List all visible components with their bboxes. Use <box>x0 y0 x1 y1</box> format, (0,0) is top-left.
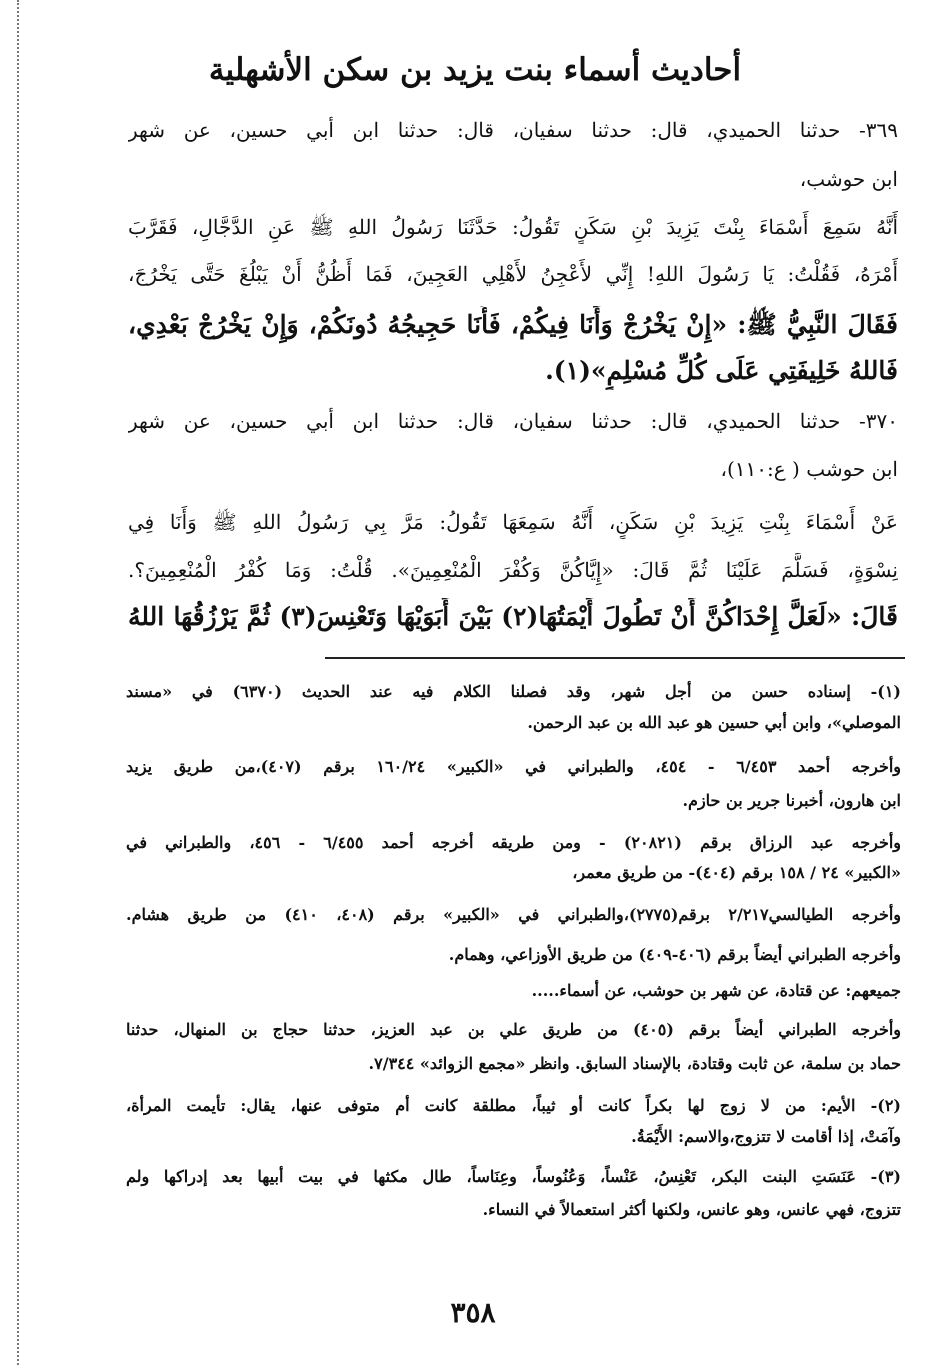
footnote-line: جميعهم: عن قتادة، عن شهر بن حوشب، عن أسماء..... <box>531 981 901 1000</box>
footnote-line: «الكبير» ٢٤ / ١٥٨ برقم (٤٠٤)- من طريق معمر، <box>572 863 901 882</box>
footnote-separator <box>325 657 905 659</box>
footnote-line: وأخرجه عبد الرزاق برقم (٢٠٨٢١) - ومن طريقه أخرجه أحمد ٦/٤٥٥ - ٤٥٦، والطبراني في <box>126 833 901 852</box>
binding-dotted-rule <box>17 0 19 1365</box>
body-line: ٣٧٠- حدثنا الحميدي، قال: حدثنا سفيان، قال: حدثنا ابن أبي حسين، عن شهر <box>128 409 898 433</box>
footnote-line: وأخرجه الطيالسي٢/٢١٧ برقم(٢٧٧٥)،والطبراني في «الكبير» برقم (٤٠٨، ٤١٠) من طريق هشام. <box>126 905 901 924</box>
body-line: ٣٦٩- حدثنا الحميدي، قال: حدثنا سفيان، قال: حدثنا ابن أبي حسين، عن شهر <box>128 118 898 142</box>
footnote-line: وأخرجه الطبراني أيضاً برقم (٤٠٥) من طريق علي بن عبد العزيز، حدثنا حجاج بن المنهال، حدثنا <box>126 1020 901 1039</box>
footnote-line: الموصلي»، وابن أبي حسين هو عبد الله بن عبد الرحمن. <box>527 713 901 732</box>
body-line: أَمْرَهُ، فَقُلْتُ: يَا رَسُولَ اللهِ! إِنِّي لأَعْجِنُ لأَهْلِي العَجِينَ، فَمَا أَظُنُّ أَنْ يَبْلُغَ حَتَّى يَخْرُجَ، <box>128 262 898 286</box>
footnote-line: (٢)- الأيم: من لا زوج لها بكراً كانت أو ثيباً، مطلقة كانت أم متوفى عنها، يقال: تأيمت المرأة، <box>126 1096 901 1115</box>
footnote-line: وأخرجه أحمد ٦/٤٥٣ - ٤٥٤، والطبراني في «الكبير» ١٦٠/٢٤ برقم (٤٠٧)،من طريق يزيد <box>126 757 901 776</box>
footnote-line: ابن هارون، أخبرنا جرير بن حازم. <box>682 791 901 810</box>
page-title: أحاديث أسماء بنت يزيد بن سكن الأشهلية <box>208 52 742 88</box>
body-line: عَنْ أَسْمَاءَ بِنْتِ يَزِيدَ بْنِ سَكَنٍ، أَنَّهُ سَمِعَهَا تَقُولُ: مَرَّ بِي رَسُولُ اللهِ ﷺ وَأَنَا فِي <box>128 510 898 534</box>
body-line: فَقَالَ النَّبِيُّ ﷺ: «إِنْ يَخْرُجْ وَأَنَا فِيكُمْ، فَأَنَا حَجِيجُهُ دُونَكُمْ، وَإِنْ يَخْرُجْ بَعْدِي، <box>128 310 898 339</box>
footnote-line: تتزوج، فهي عانس، وهو عانس، ولكنها أكثر استعمالاً في النساء. <box>482 1200 901 1219</box>
footnote-line: (١)- إسناده حسن من أجل شهر، وقد فصلنا الكلام فيه عند الحديث (٦٣٧٠) في «مسند <box>126 682 901 701</box>
body-line: أَنَّهُ سَمِعَ أَسْمَاءَ بِنْتَ يَزِيدَ بْنِ سَكَنٍ تَقُولُ: حَدَّثَنَا رَسُولُ اللهِ ﷺ عَنِ الدَّجَّالِ، فَقَرَّبَ <box>128 215 898 239</box>
page-number: ٣٥٨ <box>450 1296 496 1329</box>
body-line: ابن حوشب، <box>799 167 898 191</box>
body-line: قَالَ: «لَعَلَّ إِحْدَاكُنَّ أَنْ تَطُولَ أَيْمَتُهَا(٢) بَيْنَ أَبَوَيْهَا وَتَعْنِسَ(٣) ثُمَّ يَرْزُقُهَا اللهُ <box>128 602 898 631</box>
footnote-line: وآمَتْ، إذا أقامت لا تتزوج،والاسم: الأَيْمَةُ. <box>631 1127 901 1146</box>
footnote-line: (٣)- عَنَسَتِ البنت البكر، تَعْنِسُ، عَنْساً، وَعُنُوساً، وعِنَاساً، طال مكثها في بيت أبيها بعد إدراكها ولم <box>126 1167 901 1186</box>
footnote-line: حماد بن سلمة، عن ثابت وقتادة، بالإسناد السابق. وانظر «مجمع الزوائد» ٧/٣٤٤. <box>368 1054 901 1073</box>
body-line: نِسْوَةٍ، فَسَلَّمَ عَلَيْنَا ثُمَّ قَالَ: «إِيَّاكُنَّ وَكُفْرَ الْمُنْعِمِينَ». قُلْتُ: وَمَا كُفْرُ الْمُنْعِمِينَ؟. <box>128 558 898 582</box>
body-line: فَاللهُ خَلِيفَتِي عَلَى كُلِّ مُسْلِمٍ»(١). <box>545 356 898 385</box>
footnote-line: وأخرجه الطبراني أيضاً برقم (٤٠٦-٤٠٩) من طريق الأوزاعي، وهمام. <box>448 945 901 964</box>
body-line: ابن حوشب ( ع:١١٠)، <box>720 457 898 481</box>
